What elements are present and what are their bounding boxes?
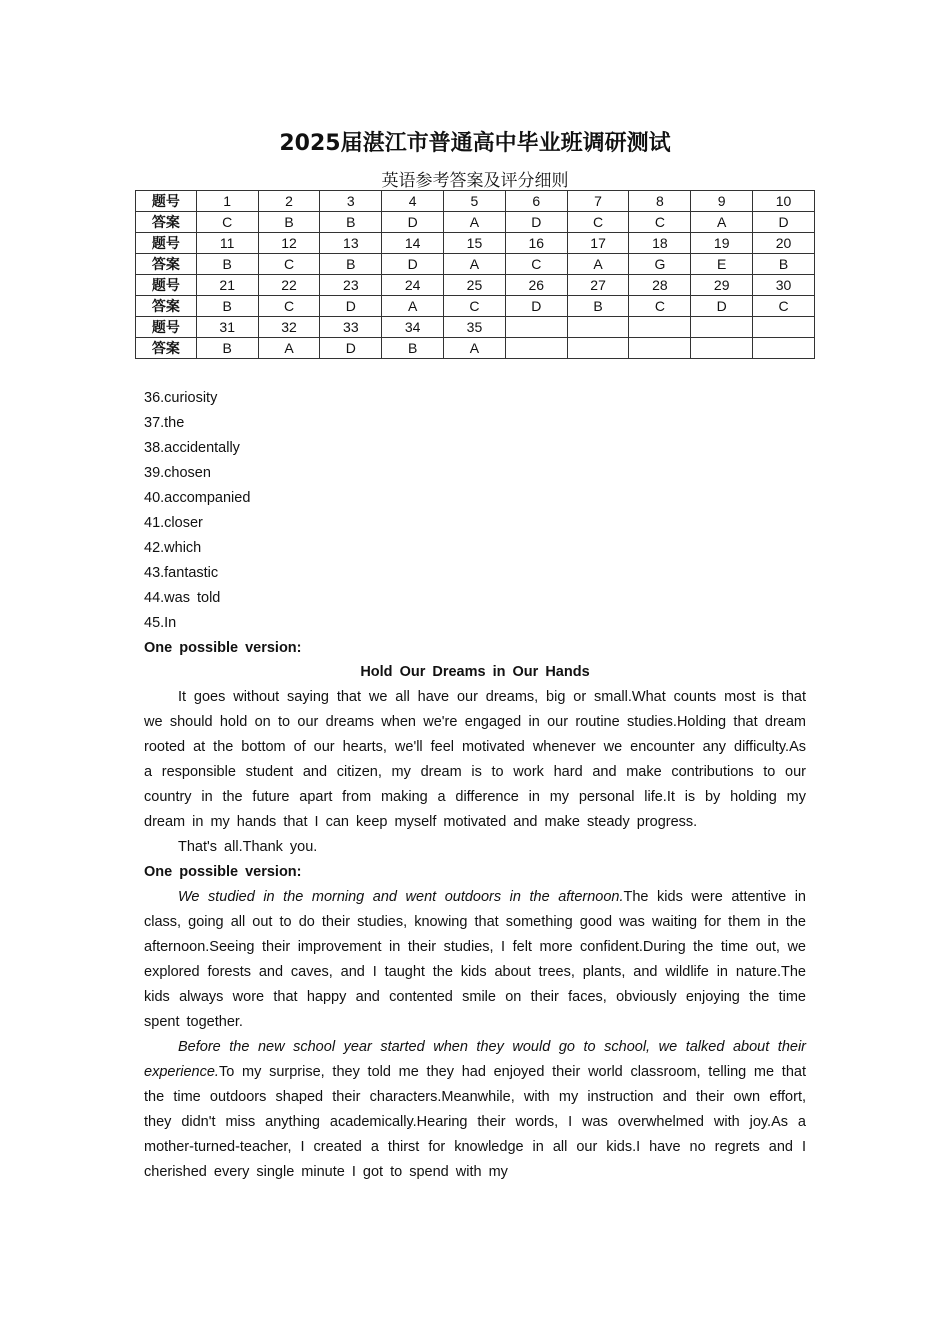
answer-row [136, 338, 815, 359]
question-number-cell: 20 [753, 233, 815, 254]
answer-cell: D [320, 338, 382, 359]
answer-cell [505, 338, 567, 359]
essay2-prompt-2: Before the new school year started when they would go to school, we talked about their experience. [144, 1038, 806, 1080]
question-number-cell: 16 [505, 233, 567, 254]
answer-cell: D [382, 212, 444, 233]
fill-answer-item: 36.curiosity [144, 390, 218, 406]
answer-cell: D [753, 212, 815, 233]
question-number-cell: 15 [444, 233, 506, 254]
essay2-text-2: To my surprise, they told me they had enjoyed their world classroom, telling me that the time outdoors shaped their characters.Meanwhile, with my instruction and their own effort, they didn't miss anything academically.Hearing their words, I was overwhelmed with joy.As a mother-turned-teacher, I created a thirst for knowledge in all our kids.I have no regrets and I cherished every single minute I got to spend with my [144, 1063, 806, 1180]
essay1-paragraph: It goes without saying that we all have our dreams, big or small.What counts most is that we should hold on to our dreams when we're engaged in our routine studies.Holding that dream rooted at the bottom of our hearts, we'll feel motivated whenever we encounter any difficulty.As a responsible student and citizen, my dream is to work hard and make contributions to our country in the future apart from making a difference in my personal life.It is by holding my dream in my hands that I can keep myself motivated and make steady progress. [144, 689, 806, 831]
answer-cell [691, 338, 753, 359]
answer-cell: C [258, 296, 320, 317]
row-header: 答案 [136, 338, 197, 359]
row-header: 答案 [136, 212, 197, 233]
answer-cell: B [258, 212, 320, 233]
question-number-cell: 19 [691, 233, 753, 254]
answer-row [136, 212, 815, 233]
fill-answer-item: 45.In [144, 614, 177, 631]
question-number-cell: 12 [258, 233, 320, 254]
answer-cell: A [691, 212, 753, 233]
question-number-cell: 24 [382, 275, 444, 296]
answer-cell: B [196, 296, 258, 317]
answer-cell: C [196, 212, 258, 233]
essay2-prompt-1: We studied in the morning and went outdoors in the afternoon. [178, 889, 624, 906]
answer-table [135, 190, 815, 359]
answer-cell [629, 338, 691, 359]
answer-cell: B [567, 296, 629, 317]
essay-title: Hold Our Dreams in Our Hands [360, 664, 590, 681]
question-number-cell: 17 [567, 233, 629, 254]
answer-cell: B [196, 338, 258, 359]
answer-cell: C [444, 296, 506, 317]
answer-cell: D [691, 296, 753, 317]
version-label-2: One possible version: [144, 864, 302, 881]
question-number-cell [753, 317, 815, 338]
answer-cell: D [382, 254, 444, 275]
question-row [136, 233, 815, 254]
question-number-cell: 1 [196, 191, 258, 212]
question-number-cell: 9 [691, 191, 753, 212]
answer-cell: C [753, 296, 815, 317]
answer-cell: C [629, 212, 691, 233]
question-number-cell: 6 [505, 191, 567, 212]
question-row [136, 191, 815, 212]
answer-cell: B [320, 212, 382, 233]
answer-cell: B [196, 254, 258, 275]
question-number-cell: 34 [382, 317, 444, 338]
question-number-cell: 28 [629, 275, 691, 296]
question-number-cell: 10 [753, 191, 815, 212]
question-number-cell: 13 [320, 233, 382, 254]
essay2-paragraph-1 [144, 885, 806, 1035]
question-number-cell: 4 [382, 191, 444, 212]
question-number-cell: 27 [567, 275, 629, 296]
question-number-cell: 29 [691, 275, 753, 296]
answer-cell: A [444, 338, 506, 359]
answer-cell: D [505, 296, 567, 317]
question-number-cell: 25 [444, 275, 506, 296]
question-number-cell: 14 [382, 233, 444, 254]
question-number-cell: 18 [629, 233, 691, 254]
row-header: 题号 [136, 233, 197, 254]
answer-cell: A [567, 254, 629, 275]
question-number-cell: 8 [629, 191, 691, 212]
question-number-cell [505, 317, 567, 338]
fill-answer-item: 38.accidentally [144, 439, 240, 456]
version-label: One possible version: [144, 639, 302, 656]
question-row [136, 275, 815, 296]
question-number-cell: 30 [753, 275, 815, 296]
question-number-cell [691, 317, 753, 338]
answer-cell: A [258, 338, 320, 359]
answer-cell: C [629, 296, 691, 317]
answer-cell: C [258, 254, 320, 275]
question-number-cell: 31 [196, 317, 258, 338]
answer-row [136, 254, 815, 275]
question-number-cell: 2 [258, 191, 320, 212]
page-title: 2025届湛江市普通高中毕业班调研测试 [279, 131, 671, 156]
question-number-cell: 35 [444, 317, 506, 338]
fill-answers [144, 386, 806, 636]
answer-cell: B [320, 254, 382, 275]
answer-cell: C [505, 254, 567, 275]
essay1-closing: That's all.Thank you. [178, 839, 318, 856]
question-number-cell: 3 [320, 191, 382, 212]
question-number-cell [567, 317, 629, 338]
answer-cell: E [691, 254, 753, 275]
fill-answer-item: 40.accompanied [144, 489, 251, 506]
answer-cell: D [505, 212, 567, 233]
page-subtitle: 英语参考答案及评分细则 [381, 171, 569, 191]
row-header: 题号 [136, 275, 197, 296]
answer-cell [567, 338, 629, 359]
answer-cell: C [567, 212, 629, 233]
row-header: 答案 [136, 254, 197, 275]
question-number-cell: 26 [505, 275, 567, 296]
question-number-cell: 7 [567, 191, 629, 212]
fill-answer-item: 42.which [144, 539, 202, 556]
answer-cell: B [753, 254, 815, 275]
document-body [144, 386, 806, 1185]
answer-cell [753, 338, 815, 359]
answer-cell: A [444, 254, 506, 275]
question-number-cell: 32 [258, 317, 320, 338]
answer-cell: D [320, 296, 382, 317]
row-header: 题号 [136, 191, 197, 212]
essay2-text-1: The kids were attentive in class, going all out to do their studies, knowing that something good was waiting for them in the afternoon.Seeing their improvement in their studies, I felt more confident.During the time out, we explored forests and caves, and I taught the kids about trees, plants, and wildlife in nature.The kids always wore that happy and contented smile on their faces, obviously enjoying the time spent together. [144, 889, 806, 1030]
answer-cell: G [629, 254, 691, 275]
question-number-cell: 23 [320, 275, 382, 296]
fill-answer-item: 44.was told [144, 589, 221, 606]
fill-answer-item: 37.the [144, 414, 185, 431]
question-number-cell: 21 [196, 275, 258, 296]
essay2-paragraph-2 [144, 1035, 806, 1185]
question-number-cell: 33 [320, 317, 382, 338]
question-number-cell: 11 [196, 233, 258, 254]
answer-cell: A [444, 212, 506, 233]
question-row [136, 317, 815, 338]
row-header: 答案 [136, 296, 197, 317]
fill-answer-item: 41.closer [144, 514, 203, 531]
row-header: 题号 [136, 317, 197, 338]
answer-row [136, 296, 815, 317]
question-number-cell [629, 317, 691, 338]
question-number-cell: 5 [444, 191, 506, 212]
fill-answer-item: 43.fantastic [144, 564, 219, 581]
answer-cell: A [382, 296, 444, 317]
question-number-cell: 22 [258, 275, 320, 296]
answer-cell: B [382, 338, 444, 359]
fill-answer-item: 39.chosen [144, 464, 211, 481]
